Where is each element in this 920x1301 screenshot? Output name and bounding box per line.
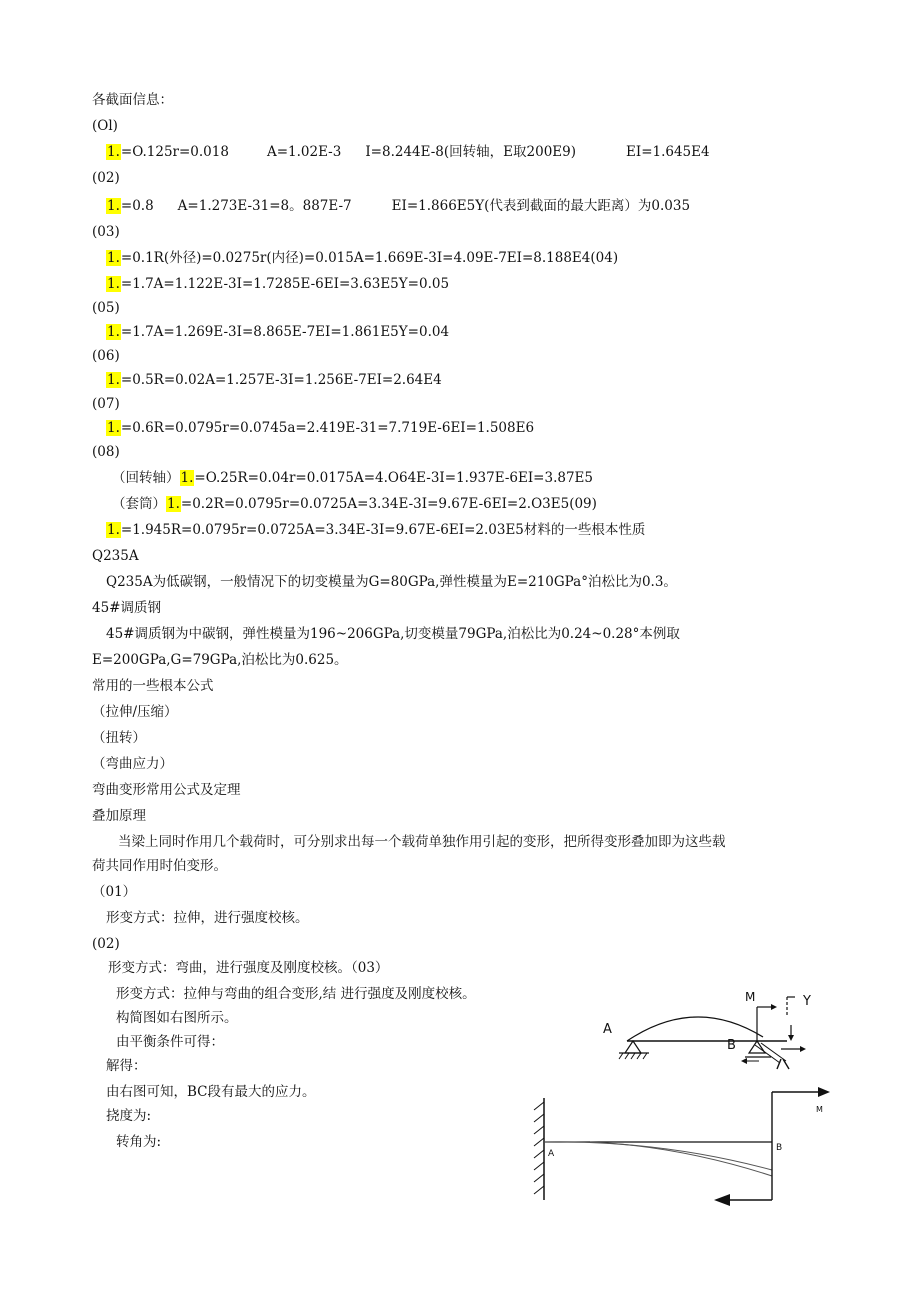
deflection-text: 挠度为: bbox=[106, 1108, 152, 1124]
section-01-a: =O.125r=0.018 bbox=[120, 144, 229, 160]
highlight-mark: 1. bbox=[107, 198, 120, 214]
section-02-c: EI=1.866E5Y(代表到截面的最大距离）为0.035 bbox=[391, 198, 691, 214]
section-05-label: (05) bbox=[92, 300, 120, 316]
section-08-label: (08) bbox=[92, 444, 120, 460]
section-02-a: =0.8 bbox=[120, 198, 154, 214]
section-09-line bbox=[106, 520, 645, 540]
label-b: B bbox=[776, 1143, 783, 1153]
section-07-label: (07) bbox=[92, 396, 120, 412]
section-03-line bbox=[106, 248, 618, 268]
section-01-d: EI=1.645E4 bbox=[626, 144, 710, 160]
formulas-title: 常用的一些根本公式 bbox=[92, 678, 214, 694]
case-02-text: 形变方式：弯曲，进行强度及刚度校核。（03） bbox=[108, 960, 389, 976]
section-08-row1-text: =O.25R=0.04r=0.0175A=4.O64E-3I=1.937E-6EI=3.87E5 bbox=[194, 470, 593, 486]
section-02-b: A=1.273E-31=8。887E-7 bbox=[177, 198, 352, 214]
case-01-label: （01） bbox=[92, 884, 137, 900]
superposition-text-2: 荷共同作用时伯变形。 bbox=[92, 858, 227, 874]
formula-tension: （拉伸/压缩） bbox=[92, 704, 178, 720]
section-info-heading: 各截面信息： bbox=[92, 92, 173, 108]
case-03-fig-ref: 构简图如右图所示。 bbox=[116, 1010, 238, 1026]
section-04-line bbox=[106, 274, 449, 294]
section-03-a: =0.1R(外径)=0.0275r(内径)=0.015A=1.669E-3I=4.09E-7EI=8.188E4(04) bbox=[120, 250, 619, 266]
section-09-a: =1.945R=0.0795r=0.0725A=3.34E-3I=9.67E-6EI=2.03E5材料的一些根本性质 bbox=[120, 522, 646, 538]
section-06-a: =0.5R=0.02A=1.257E-3I=1.256E-7EI=2.64E4 bbox=[120, 372, 442, 388]
highlight-mark: 1. bbox=[107, 522, 120, 538]
highlight-mark: 1. bbox=[107, 372, 120, 388]
rotation-text: 转角为: bbox=[116, 1134, 162, 1150]
highlight-mark: 1. bbox=[107, 324, 120, 340]
max-stress-text: 由右图可知，BC段有最大的应力。 bbox=[106, 1084, 316, 1100]
case-01-text: 形变方式：拉伸，进行强度校核。 bbox=[106, 910, 309, 926]
section-06-label: (06) bbox=[92, 348, 120, 364]
case-03-text: 形变方式：拉伸与弯曲的组合变形,结 进行强度及刚度校核。 bbox=[116, 986, 476, 1002]
highlight-mark: 1. bbox=[107, 420, 120, 436]
section-08-row2-prefix: （套筒） bbox=[112, 496, 166, 512]
section-07-a: =0.6R=0.0795r=0.0745a=2.419E-31=7.719E-6EI=1.508E6 bbox=[120, 420, 535, 436]
section-01-label: (Ol) bbox=[92, 118, 118, 134]
section-02-line bbox=[106, 196, 690, 216]
section-01-b: A=1.02E-3 bbox=[266, 144, 342, 160]
highlight-mark: 1. bbox=[107, 250, 120, 266]
section-08-row1-prefix: （回转轴） bbox=[112, 470, 180, 486]
label-y: Y bbox=[803, 994, 811, 1009]
section-06-line bbox=[106, 370, 442, 390]
material-q235-text: Q235A为低碳钢，一般情况下的切变模量为G=80GPa,弹性模量为E=210GPa°泊松比为0.3。 bbox=[106, 574, 677, 590]
highlight-mark: 1. bbox=[107, 276, 120, 292]
section-02-label: (02) bbox=[92, 170, 120, 186]
formula-bending: （弯曲应力） bbox=[92, 756, 173, 772]
highlight-mark: 1. bbox=[167, 496, 180, 512]
section-03-label: (03) bbox=[92, 224, 120, 240]
label-m: M bbox=[745, 990, 756, 1004]
label-a: A bbox=[548, 1149, 555, 1159]
highlight-mark: 1. bbox=[180, 470, 194, 486]
section-08-row2-text: =0.2R=0.0795r=0.0725A=3.34E-3I=9.67E-6EI=2.O3E5(09) bbox=[180, 496, 597, 512]
section-01-c: I=8.244E-8(回转轴，E取200E9) bbox=[365, 144, 576, 160]
pin-support-icon bbox=[625, 1041, 641, 1053]
material-45-title: 45#调质钢 bbox=[92, 600, 161, 616]
label-m: M bbox=[816, 1105, 823, 1114]
bending-deform-title: 弯曲变形常用公式及定理 bbox=[92, 782, 241, 798]
section-08-row2 bbox=[112, 494, 597, 514]
balance-text: 由平衡条件可得： bbox=[116, 1034, 224, 1050]
highlight-mark: 1. bbox=[107, 144, 120, 160]
formula-torsion: （扭转） bbox=[92, 730, 146, 746]
label-b: B bbox=[727, 1038, 736, 1053]
material-q235-title: Q235A bbox=[92, 548, 139, 564]
beam-diagram-2 bbox=[530, 1082, 840, 1212]
material-45-text-2: E=200GPa,G=79GPa,泊松比为0.625。 bbox=[92, 652, 348, 668]
section-04-a: =1.7A=1.122E-3I=1.7285E-6EI=3.63E5Y=0.05 bbox=[120, 276, 450, 292]
section-05-line bbox=[106, 322, 449, 342]
superposition-title: 叠加原理 bbox=[92, 808, 146, 824]
section-07-line bbox=[106, 418, 534, 438]
label-a: A bbox=[603, 1022, 612, 1037]
solve-text: 解得： bbox=[106, 1058, 147, 1074]
superposition-text-1: 当梁上同时作用几个载荷时，可分别求出每一个载荷单独作用引起的变形，把所得变形叠加即为这些载 bbox=[118, 834, 726, 850]
case-02-label: (02) bbox=[92, 936, 120, 952]
beam-diagram-1 bbox=[595, 985, 835, 1080]
section-08-row1 bbox=[112, 468, 593, 488]
section-01-line bbox=[106, 142, 710, 162]
deflection-curve bbox=[627, 1017, 763, 1041]
section-05-a: =1.7A=1.269E-3I=8.865E-7EI=1.861E5Y=0.04 bbox=[120, 324, 450, 340]
material-45-text-1: 45#调质钢为中碳钢，弹性模量为196~206GPa,切变模量79GPa,泊松比为0.24~0.28°本例取 bbox=[106, 626, 680, 642]
